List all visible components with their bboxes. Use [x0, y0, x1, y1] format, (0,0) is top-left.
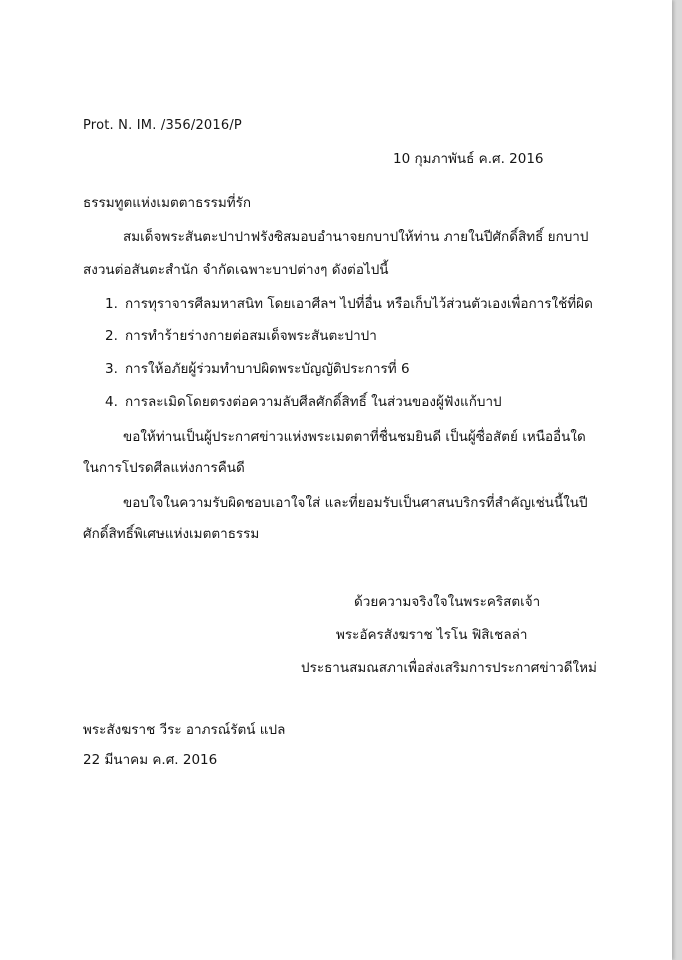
- paragraph-2-line-2: ในการโปรดศีลแห่งการคืนดี: [83, 460, 245, 476]
- list-text: การทำร้ายร่างกายต่อสมเด็จพระสันตะปาปา: [125, 328, 377, 344]
- list-text: การละเมิดโดยตรงต่อความลับศีลศักดิ์สิทธิ์ ในส่วนของผู้ฟังแก้บาป: [125, 394, 502, 410]
- list-number: 1.: [105, 296, 118, 312]
- list-number: 4.: [105, 394, 118, 410]
- protocol-reference: Prot. N. IM. /356/2016/P: [83, 118, 242, 133]
- list-text: การทุราจารศีลมหาสนิท โดยเอาศีลฯ ไปที่อื่น หรือเก็บไว้ส่วนตัวเองเพื่อการใช้ที่ผิด: [125, 296, 593, 312]
- list-item-4: [105, 393, 502, 411]
- closing-phrase: ด้วยความจริงใจในพระคริสตเจ้า: [354, 594, 541, 610]
- paragraph-1-line-2: สงวนต่อสันตะสำนัก จำกัดเฉพาะบาปต่างๆ ดังต่อไปนี้: [83, 262, 389, 278]
- list-item-2: [105, 327, 377, 345]
- translation-date: 22 มีนาคม ค.ศ. 2016: [83, 752, 218, 768]
- translator-credit: พระสังฆราช วีระ อาภรณ์รัตน์ แปล: [83, 722, 286, 738]
- letter-date: 10 กุมภาพันธ์ ค.ศ. 2016: [393, 151, 544, 167]
- list-text: การให้อภัยผู้ร่วมทำบาปผิดพระบัญญัติประการที่ 6: [125, 361, 410, 377]
- paragraph-3-line-2: ศักดิ์สิทธิ์พิเศษแห่งเมตตาธรรม: [83, 526, 260, 542]
- paragraph-1-line-1: สมเด็จพระสันตะปาปาฟรังซิสมอบอำนาจยกบาปให้ท่าน ภายในปีศักดิ์สิทธิ์ ยกบาป: [123, 229, 589, 245]
- list-item-1: [105, 295, 593, 313]
- list-number: 2.: [105, 328, 118, 344]
- paragraph-3-line-1: ขอบใจในความรับผิดชอบเอาใจใส่ และที่ยอมรับเป็นศาสนบริกรที่สำคัญเช่นนี้ในปี: [123, 495, 588, 511]
- signer-name: พระอัครสังฆราช ไรโน ฟิสิเชลล่า: [336, 627, 528, 643]
- paragraph-2-line-1: ขอให้ท่านเป็นผู้ประกาศข่าวแห่งพระเมตตาที่ชื่นชมยินดี เป็นผู้ซื่อสัตย์ เหนืออื่นใด: [123, 429, 586, 445]
- list-item-3: [105, 360, 410, 378]
- salutation: ธรรมทูตแห่งเมตตาธรรมที่รัก: [83, 195, 252, 211]
- list-number: 3.: [105, 361, 118, 377]
- signer-title: ประธานสมณสภาเพื่อส่งเสริมการประกาศข่าวดีใหม่: [301, 660, 597, 676]
